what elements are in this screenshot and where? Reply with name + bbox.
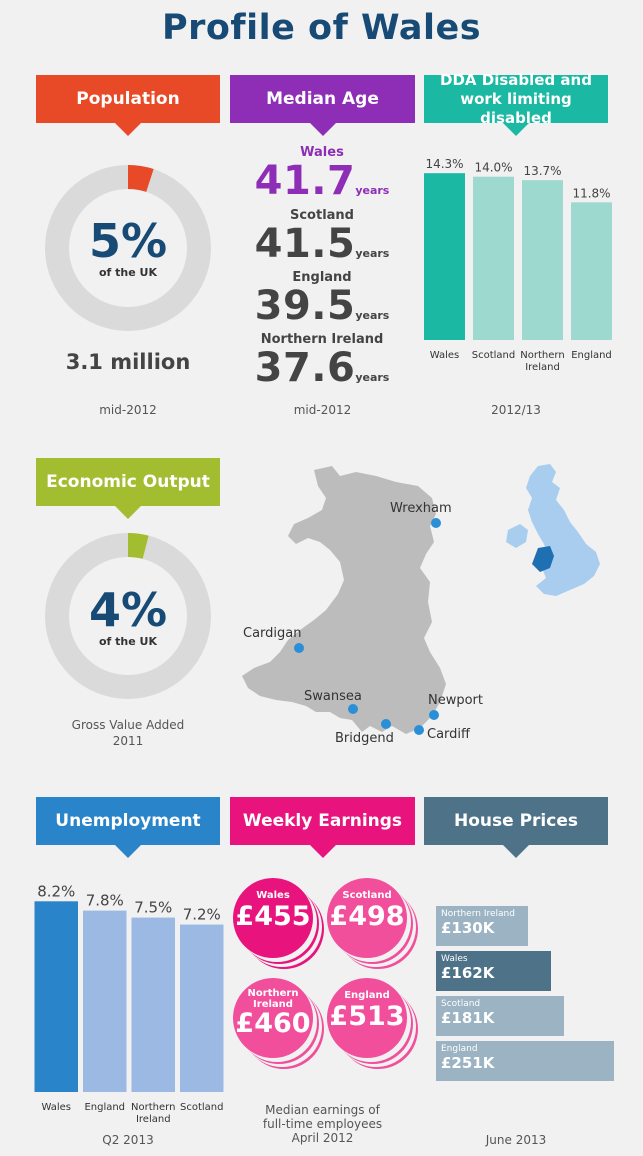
earnings-value-scotland: £498 xyxy=(329,901,405,932)
dda-bar-chart xyxy=(420,148,616,386)
house-price-value-england: £251K xyxy=(441,1054,495,1072)
earnings-value-england: £513 xyxy=(329,1001,405,1032)
age-value-wales xyxy=(232,158,412,204)
house-price-category-wales: Wales xyxy=(441,954,468,964)
city-label-wrexham: Wrexham xyxy=(390,501,452,516)
uk-inset-gb xyxy=(526,464,600,596)
unemployment-period: Q2 2013 xyxy=(102,1133,154,1147)
city-label-swansea: Swansea xyxy=(304,689,362,704)
unemployment-bar-scotland xyxy=(180,925,224,1092)
unemployment-banner xyxy=(36,797,220,845)
unemployment-value-label-northern-ireland: 7.5% xyxy=(134,898,173,917)
unemployment-category-label-england: England xyxy=(84,1102,126,1113)
economic-output-share-sub: of the UK xyxy=(98,635,157,648)
age-years-scotland: years xyxy=(355,247,390,260)
earnings-circle-wales xyxy=(233,878,313,958)
unemployment-heading: Unemployment xyxy=(55,810,201,831)
economic-output-heading: Economic Output xyxy=(46,471,210,492)
dda-bar-wales xyxy=(424,173,465,340)
unemployment-category-label-northern-ireland: Ireland xyxy=(135,1114,171,1124)
age-value-northern-ireland xyxy=(232,345,412,391)
uk-inset-ni xyxy=(506,524,528,548)
house-prices-banner xyxy=(424,797,608,845)
unemployment-bar-wales xyxy=(35,901,79,1092)
age-label-scotland: Scotland xyxy=(289,208,354,223)
population-share-block xyxy=(44,216,212,279)
house-price-category-scotland: Scotland xyxy=(441,999,481,1009)
dda-category-label-england: England xyxy=(571,350,612,361)
house-price-bar-northern-ireland xyxy=(436,906,528,946)
wales-map xyxy=(236,462,496,762)
median-age-banner xyxy=(230,75,415,123)
house-prices-bar-chart xyxy=(436,906,616,1086)
population-total: 3.1 million xyxy=(65,350,191,374)
earnings-circle-scotland xyxy=(327,878,407,958)
dda-period: 2012/13 xyxy=(491,403,541,417)
house-price-bar-wales xyxy=(436,951,551,991)
earnings-circle-england xyxy=(327,978,407,1058)
population-share: 5% xyxy=(88,214,168,268)
house-price-value-scotland: £181K xyxy=(441,1009,495,1027)
population-heading: Population xyxy=(76,88,180,109)
population-period: mid-2012 xyxy=(99,403,157,417)
dda-bar-scotland xyxy=(473,177,514,340)
earnings-value-wales: £455 xyxy=(235,901,311,932)
unemployment-bar-england xyxy=(83,911,127,1092)
house-price-category-england: England xyxy=(441,1044,478,1054)
unemployment-category-label-wales: Wales xyxy=(41,1102,72,1113)
age-label-northern-ireland: Northern Ireland xyxy=(260,332,384,347)
age-years-wales: years xyxy=(355,184,390,197)
house-price-bar-scotland xyxy=(436,996,564,1036)
earnings-name-england: England xyxy=(344,990,390,1001)
city-dot-cardigan xyxy=(294,643,304,653)
weekly-earnings-caption-line1: Median earnings of xyxy=(265,1103,380,1117)
page-title: Profile of Wales xyxy=(161,8,482,48)
house-prices-heading: House Prices xyxy=(454,810,578,831)
median-age-period: mid-2012 xyxy=(293,403,352,417)
population-share-sub: of the UK xyxy=(98,266,157,279)
unemployment-value-label-wales: 8.2% xyxy=(37,884,76,901)
economic-share-block xyxy=(44,585,212,648)
economic-output-banner xyxy=(36,458,220,506)
weekly-earnings-caption-line3: April 2012 xyxy=(291,1131,354,1145)
earnings-name-scotland: Scotland xyxy=(342,890,392,901)
age-label-wales: Wales xyxy=(300,145,344,160)
economic-output-caption xyxy=(36,717,220,749)
age-number-wales: 41.7 xyxy=(254,158,356,204)
dda-value-label-england: 11.8% xyxy=(572,186,611,201)
city-dot-cardiff xyxy=(414,725,424,735)
city-label-newport: Newport xyxy=(428,693,484,708)
house-price-value-wales: £162K xyxy=(441,964,495,982)
age-value-england xyxy=(232,283,412,329)
dda-bar-northern-ireland xyxy=(522,180,563,340)
weekly-earnings-heading: Weekly Earnings xyxy=(242,810,403,831)
dda-value-label-scotland: 14.0% xyxy=(474,160,513,175)
dda-banner xyxy=(424,70,608,127)
house-price-category-northern-ireland: Northern Ireland xyxy=(441,909,515,919)
weekly-earnings-caption-line2: full-time employees xyxy=(262,1117,383,1131)
city-label-cardigan: Cardigan xyxy=(243,626,302,641)
house-prices-period: June 2013 xyxy=(485,1133,547,1147)
earnings-value-northern-ireland: £460 xyxy=(235,1008,311,1039)
house-price-bar-england xyxy=(436,1041,614,1081)
weekly-earnings-caption xyxy=(230,1103,415,1145)
unemployment-bar-chart xyxy=(32,884,226,1124)
unemployment-category-label-scotland: Scotland xyxy=(180,1102,224,1113)
economic-output-share: 4% xyxy=(88,583,168,637)
earnings-circle-northern-ireland xyxy=(233,978,313,1058)
city-dot-bridgend xyxy=(381,719,391,729)
economic-output-caption-line1: Gross Value Added xyxy=(71,718,185,732)
dda-heading: DDA Disabled and work limiting disabled xyxy=(440,70,592,127)
earnings-name-wales: Wales xyxy=(256,890,290,901)
earnings-name-northern-ireland: Northern Ireland xyxy=(247,988,299,1010)
age-years-northern-ireland: years xyxy=(355,371,390,384)
economic-output-caption-line2: 2011 xyxy=(112,734,144,748)
dda-category-label-wales: Wales xyxy=(429,350,460,361)
dda-value-label-northern-ireland: 13.7% xyxy=(523,164,562,179)
city-label-cardiff: Cardiff xyxy=(427,727,470,742)
city-dot-swansea xyxy=(348,704,358,714)
age-number-scotland: 41.5 xyxy=(254,221,356,267)
dda-bar-england xyxy=(571,202,612,340)
age-years-england: years xyxy=(355,309,390,322)
age-value-scotland xyxy=(232,221,412,267)
age-number-england: 39.5 xyxy=(254,283,356,329)
weekly-earnings-banner xyxy=(230,797,415,845)
city-dot-wrexham xyxy=(431,518,441,528)
median-age-heading: Median Age xyxy=(266,88,379,109)
population-banner xyxy=(36,75,220,123)
house-price-value-northern-ireland: £130K xyxy=(441,919,495,937)
unemployment-value-label-scotland: 7.2% xyxy=(182,905,221,924)
city-dot-newport xyxy=(429,710,439,720)
unemployment-category-label-northern-ireland: Northern xyxy=(131,1102,176,1113)
dda-category-label-northern-ireland: Northern xyxy=(520,350,565,361)
city-label-bridgend: Bridgend xyxy=(335,731,394,746)
uk-inset-map xyxy=(498,460,608,602)
dda-category-label-scotland: Scotland xyxy=(471,350,516,361)
age-number-northern-ireland: 37.6 xyxy=(254,345,356,391)
age-label-england: England xyxy=(292,270,352,285)
unemployment-bar-northern-ireland xyxy=(132,918,176,1092)
unemployment-value-label-england: 7.8% xyxy=(85,891,124,910)
dda-value-label-wales: 14.3% xyxy=(425,157,464,172)
dda-category-label-northern-ireland: Ireland xyxy=(525,362,560,373)
